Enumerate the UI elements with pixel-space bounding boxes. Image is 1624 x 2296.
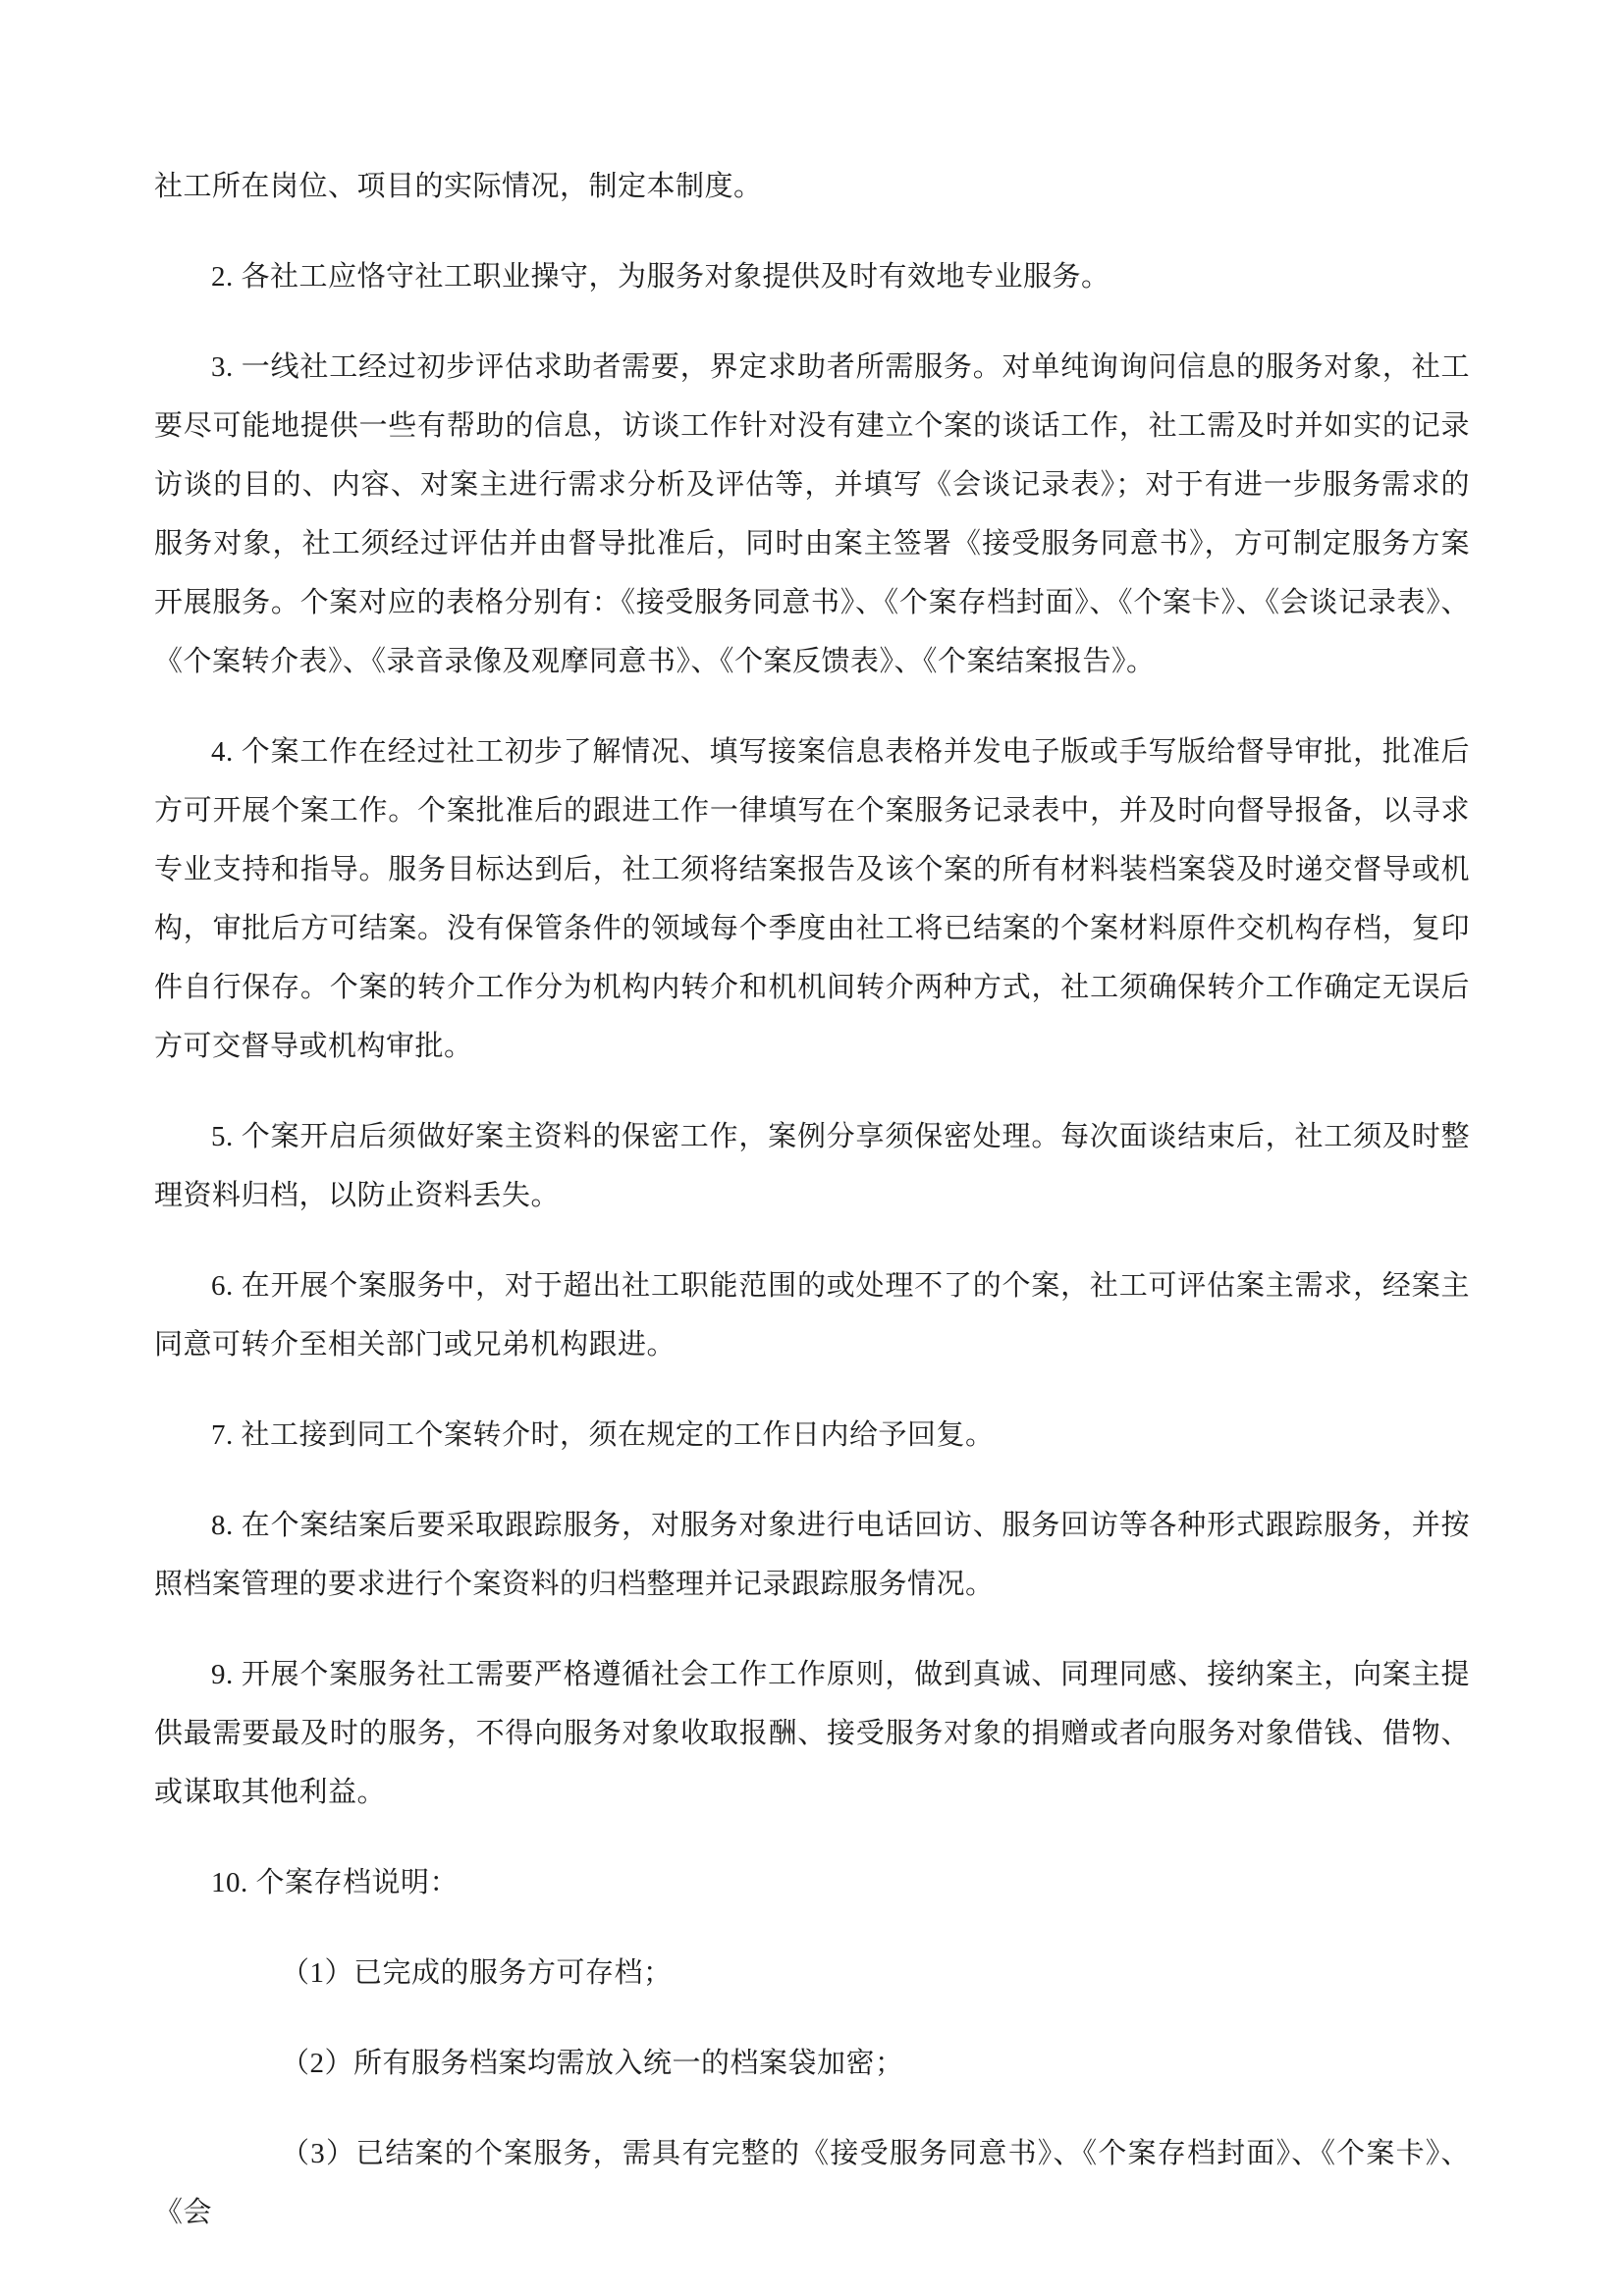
paragraph-5: 5. 个案开启后须做好案主资料的保密工作，案例分享须保密处理。每次面谈结束后，社工须及时整理资料归档，以防止资料丢失。 [154,1121,1470,1211]
paragraph-4: 4. 个案工作在经过社工初步了解情况、填写接案信息表格并发电子版或手写版给督导审批，批准后方可开展个案工作。个案批准后的跟进工作一律填写在个案服务记录表中，并及时向督导报备，以寻求专业支持和指导。服务目标达到后，社工须将结案报告及该个案的所有材料装档案袋及时递交督导或机构，审批后方可结案。没有保管条件的领域每个季度由社工将已结案的个案材料原件交机构存档，复印件自行保存。个案的转介工作分为机构内转介和机机间转介两种方式，社工须确保转介工作确定无误后方可交督导或机构审批。 [154,736,1470,1062]
paragraph-3: 3. 一线社工经过初步评估求助者需要，界定求助者所需服务。对单纯询询问信息的服务对象，社工要尽可能地提供一些有帮助的信息，访谈工作针对没有建立个案的谈话工作，社工需及时并如实的记录访谈的目的、内容、对案主进行需求分析及评估等，并填写《会谈记录表》；对于有进一步服务需求的服务对象，社工须经过评估并由督导批准后，同时由案主签署《接受服务同意书》，方可制定服务方案开展服务。个案对应的表格分别有：《接受服务同意书》、《个案存档封面》、《个案卡》、《会谈记录表》、《个案转介表》、《录音录像及观摩同意书》、《个案反馈表》、《个案结案报告》。 [154,351,1470,677]
paragraph-9: 9. 开展个案服务社工需要严格遵循社会工作工作原则，做到真诚、同理同感、接纳案主，向案主提供最需要最及时的服务，不得向服务对象收取报酬、接受服务对象的捐赠或者向服务对象借钱、借物、或谋取其他利益。 [154,1659,1470,1808]
paragraph-12: （2）所有服务档案均需放入统一的档案袋加密； [281,2048,904,2079]
paragraph-13: （3）已结案的个案服务，需具有完整的《接受服务同意书》、《个案存档封面》、《个案卡》、《会 [154,2138,1470,2228]
paragraph-8: 8. 在个案结案后要采取跟踪服务，对服务对象进行电话回访、服务回访等各种形式跟踪服务，并按照档案管理的要求进行个案资料的归档整理并记录跟踪服务情况。 [154,1510,1470,1600]
paragraph-7: 7. 社工接到同工个案转介时，须在规定的工作日内给予回复。 [211,1419,995,1451]
paragraph-1: 社工所在岗位、项目的实际情况，制定本制度。 [154,171,763,202]
document-body [154,157,1470,2242]
paragraph-2: 2. 各社工应恪守社工职业操守，为服务对象提供及时有效地专业服务。 [211,261,1110,293]
paragraph-6: 6. 在开展个案服务中，对于超出社工职能范围的或处理不了的个案，社工可评估案主需求，经案主同意可转介至相关部门或兄弟机构跟进。 [154,1270,1470,1361]
paragraph-11: （1）已完成的服务方可存档； [281,1957,673,1989]
paragraph-10: 10. 个案存档说明： [211,1867,460,1898]
